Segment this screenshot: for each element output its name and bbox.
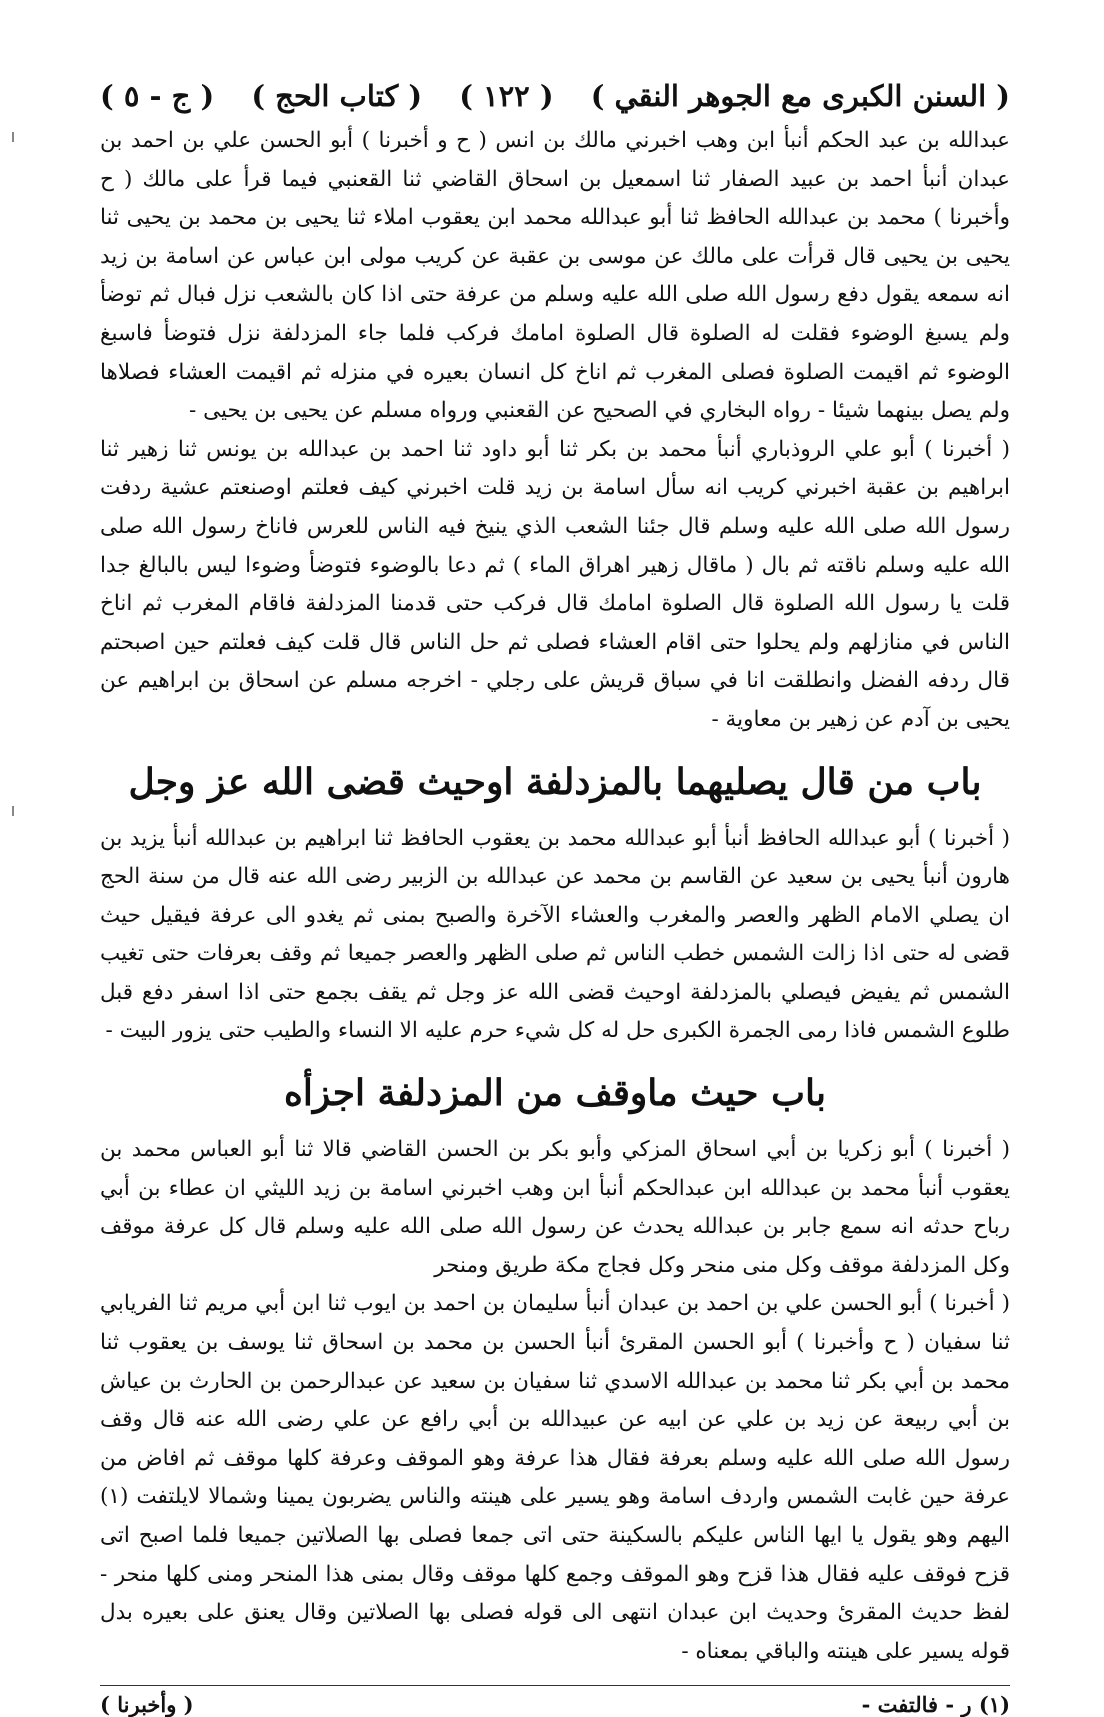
running-header — [100, 70, 1010, 122]
footnote-divider — [100, 1685, 1010, 1686]
body-paragraph: ( أخبرنا ) أبو زكريا بن أبي اسحاق المزكي وأبو بكر بن الحسن القاضي قالا ثنا أبو العباس محمد بن يعقوب أنبأ محمد بن عبدالله ابن عبدالحكم أنبأ ابن وهب اخبرني اسامة بن زيد الليثي ان عطاء بن أبي رباح حدثه انه سمع جابر بن عبدالله يحدث عن رسول الله صلى الله عليه وسلم قال كل عرفة موقف وكل المزدلفة موقف وكل منى منحر وكل فجاج مكة طريق ومنحر — [100, 1137, 1010, 1278]
page-number: ( ١٢٢ ) — [459, 79, 554, 113]
body-paragraph: ( أخبرنا ) أبو عبدالله الحافظ أنبأ أبو عبدالله محمد بن يعقوب الحافظ ثنا ابراهيم بن عبدالله أنبأ يزيد بن هارون أنبأ يحيى بن سعيد عن القاسم بن محمد عن عبدالله بن الزبير رضى الله عنه قال من سنة الحج ان يصلي الامام الظهر والعصر والمغرب والعشاء الآخرة والصبح بمنى ثم يغدو الى عرفة فيقيل حيث قضى له حتى اذا زالت الشمس خطب الناس ثم صلى الظهر والعصر جميعا ثم وقف بعرفات حتى تغيب الشمس ثم يفيض فيصلي بالمزدلفة اوحيث قضى الله عز وجل ثم يقف بجمع حتى اذا اسفر دفع قبل طلوع الشمس فاذا رمى الجمرة الكبرى حل له كل شيء حرم عليه الا النساء والطيب حتى يزور البيت - — [100, 825, 1010, 1044]
catchword: ( وأخبرنا ) — [100, 1692, 194, 1717]
body-paragraph: عبدالله بن عبد الحكم أنبأ ابن وهب اخبرني مالك بن انس ( ح و أخبرنا ) أبو الحسن علي بن احمد بن عبدان أنبأ احمد بن عبيد الصفار ثنا اسمعيل بن اسحاق القاضي ثنا القعنبي فيما قرأ على مالك ( ح وأخبرنا ) محمد بن عبدالله الحافظ ثنا أبو عبدالله محمد ابن يعقوب املاء ثنا يحيى بن محمد بن يحيى ثنا يحيى بن يحيى قال قرأت على مالك عن موسى بن عقبة عن كريب مولى ابن عباس عن اسامة بن زيد انه سمعه يقول دفع رسول الله صلى الله عليه وسلم من عرفة حتى اذا كان بالشعب نزل فبال ثم توضأ ولم يسبغ الوضوء فقلت له الصلوة قال الصلوة امامك فركب فلما جاء المزدلفة نزل فتوضأ فاسبغ الوضوء ثم اقيمت الصلوة فصلى المغرب ثم اناخ كل انسان بعيره في منزله ثم اقيمت العشاء فصلاها ولم يصل بينهما شيئا - رواه البخاري في الصحيح عن القعنبي ورواه مسلم عن يحيى بن يحيى - — [100, 128, 1010, 424]
footnote: (١) ر - فالتفت - — [861, 1692, 1010, 1717]
volume-number: ( ج - ٥ ) — [100, 79, 215, 113]
section-heading: باب من قال يصليهما بالمزدلفة اوحيث قضى الله عز وجل — [128, 760, 982, 803]
chapter-title: ( كتاب الحج ) — [251, 79, 423, 113]
body-paragraph: ( أخبرنا ) أبو علي الروذباري أنبأ محمد بن بكر ثنا أبو داود ثنا احمد بن عبدالله بن يونس ثنا زهير ثنا ابراهيم بن عقبة اخبرني كريب انه سأل اسامة بن زيد قلت اخبرني كيف فعلتم اوصنعتم عشية ردفت رسول الله صلى الله عليه وسلم قال جئنا الشعب الذي ينيخ فيه الناس للعرس فاناخ رسول الله صلى الله عليه وسلم ناقته ثم بال ( ماقال زهير اهراق الماء ) ثم دعا بالوضوء فتوضأ وضوءا ليس بالبالغ جدا قلت يا رسول الله الصلوة قال الصلوة امامك قال فركب حتى قدمنا المزدلفة فاقام المغرب ثم اناخ الناس في منازلهم ولم يحلوا حتى اقام العشاء فصلى ثم حل الناس قال قلت كيف فعلتم حين اصبحتم قال ردفه الفضل وانطلقت انا في سباق قريش على رجلي - اخرجه مسلم عن اسحاق بن ابراهيم عن يحيى بن آدم عن زهير بن معاوية - — [100, 436, 1010, 732]
book-title: ( السنن الكبرى مع الجوهر النقي ) — [590, 79, 1010, 113]
margin-mark — [12, 132, 14, 142]
body-paragraph: ( أخبرنا ) أبو الحسن علي بن احمد بن عبدان أنبأ سليمان بن احمد بن ايوب ثنا ابن أبي مريم ثنا الفريابي ثنا سفيان ( ح وأخبرنا ) أبو الحسن المقرئ أنبأ الحسن بن محمد بن اسحاق ثنا يوسف بن يعقوب ثنا محمد بن أبي بكر ثنا محمد بن عبدالله الاسدي ثنا سفيان بن سعيد عن عبدالرحمن بن الحارث بن عياش بن أبي ربيعة عن زيد بن علي عن ابيه عن عبيدالله بن أبي رافع عن علي رضى الله عنه قال وقف رسول الله صلى الله عليه وسلم بعرفة فقال هذا عرفة وهو الموقف وعرفة كلها موقف ثم افاض من عرفة حين غابت الشمس واردف اسامة وهو يسير على هينته والناس يضربون يمينا وشمالا لايلتفت (١) اليهم وهو يقول يا ايها الناس عليكم بالسكينة حتى اتى جمعا فصلى بها الصلاتين جميعا فلما اصبح اتى قزح فوقف عليه فقال هذا قزح وهو الموقف وجمع كلها موقف وقال بمنى هذا المنحر ومنى كلها منحر - لفظ حديث المقرئ وحديث ابن عبدان انتهى الى قوله فصلى بها الصلاتين وقال يعنق على بعيره بدل قوله يسير على هينته والباقي بمعناه - — [100, 1291, 1010, 1664]
document-page — [100, 70, 1010, 1717]
margin-mark — [12, 806, 14, 816]
page-footer — [100, 1692, 1010, 1717]
section-heading: باب حيث ماوقف من المزدلفة اجزأه — [284, 1072, 826, 1115]
